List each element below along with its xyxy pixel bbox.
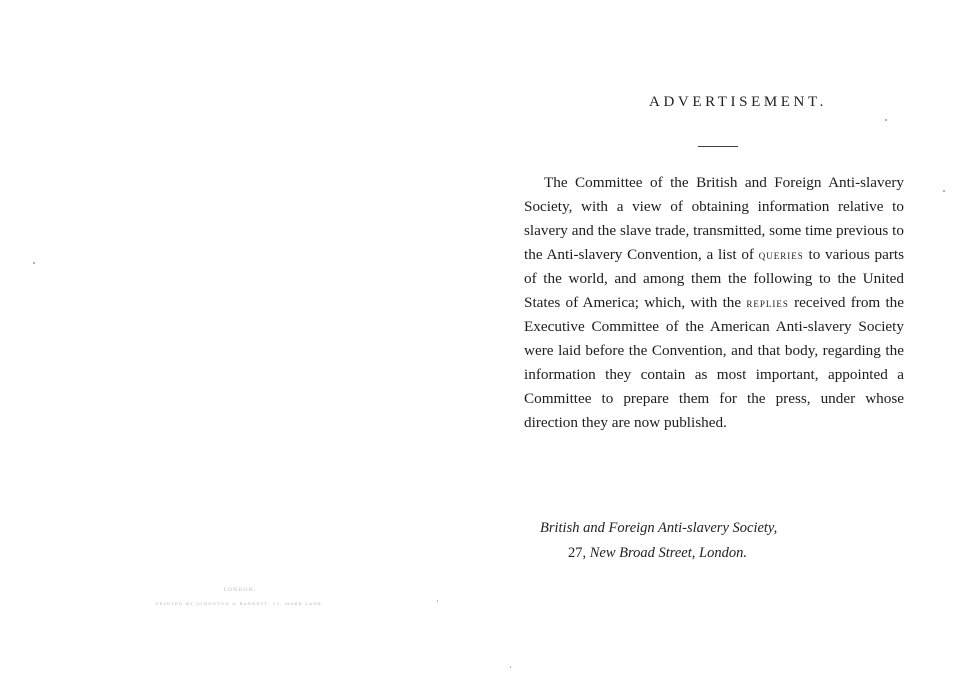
paper-speck: [943, 190, 945, 192]
page-title: ADVERTISEMENT.: [649, 94, 827, 110]
queries-term: queries: [758, 247, 804, 262]
address-number: 27,: [568, 545, 587, 561]
paper-speck: [437, 600, 438, 602]
society-address: [524, 541, 904, 566]
paper-speck: [510, 666, 511, 668]
society-name: British and Foreign Anti-slavery Society,: [540, 520, 778, 536]
paper-speck: [885, 119, 887, 121]
paragraph-part-3: received from the Executive Committee of the American Anti-slavery Society were laid before the Convention, and that body, regarding the information they contain as most important, appointed a Committee to prepare them for the press, under whose direction they are now published.: [524, 294, 905, 431]
signature-block: [524, 516, 904, 566]
imprint-line-2: PRINTED BY JOHNSTON & BARRETT, 13, MARK LANE.: [155, 601, 325, 606]
imprint-line-1: LONDON:: [223, 587, 257, 593]
paragraph-part-2: to various parts of the world, and among them the following to the United States of America; which, with the: [524, 246, 905, 311]
replies-term: replies: [746, 295, 789, 310]
heading-divider: [698, 146, 738, 147]
printer-imprint: [120, 583, 360, 611]
paper-speck: [33, 262, 35, 264]
right-page: [490, 0, 980, 689]
paragraph-part-1: The Committee of the British and Foreign Anti-slavery Society, with a view of obtaining information relative to slavery and the slave trade, transmitted, some time previous to the Anti-slavery Convention, a list of: [524, 174, 904, 263]
advertisement-paragraph: [524, 171, 904, 435]
address-street: New Broad Street, London.: [589, 545, 747, 561]
